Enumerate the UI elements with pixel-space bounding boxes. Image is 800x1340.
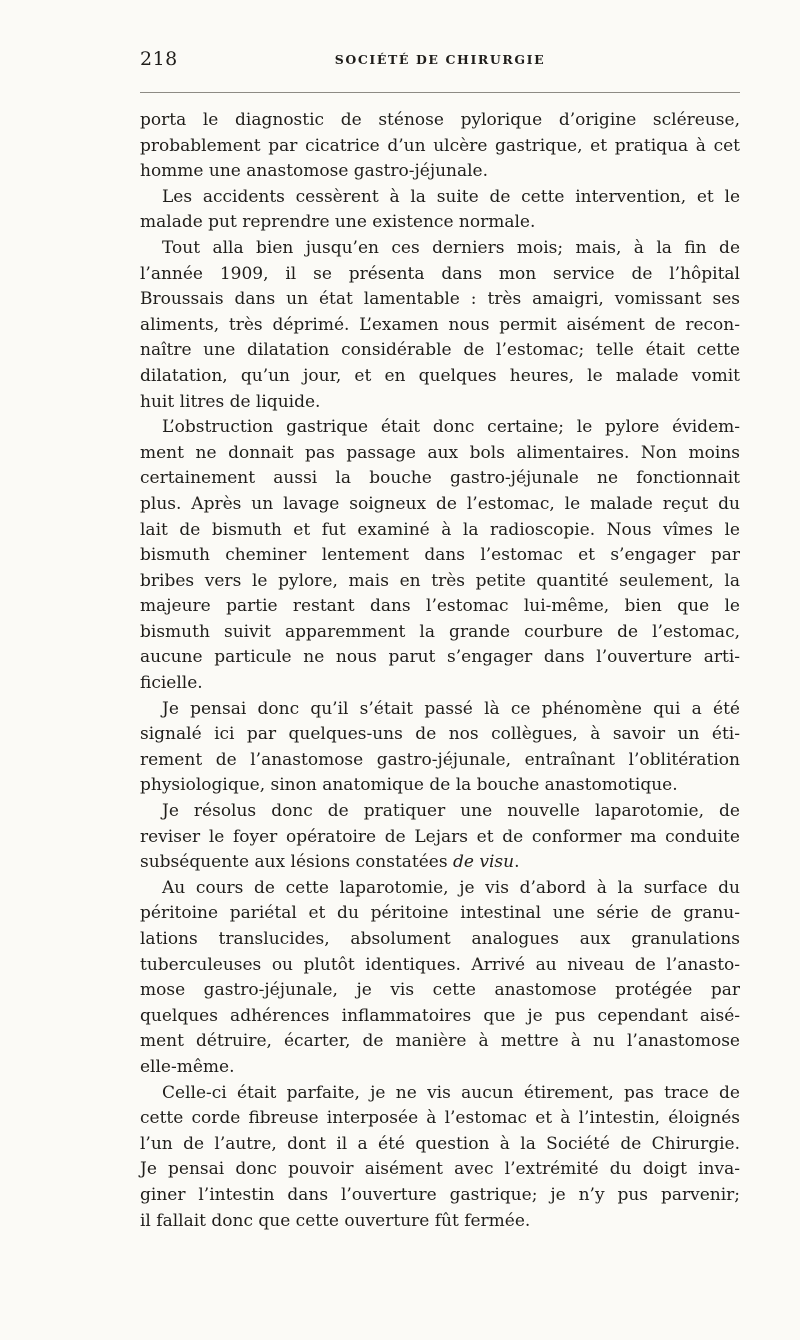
text-line: ment détruire, écarter, de manière à mettre à nu l’anastomose bbox=[140, 1031, 740, 1052]
text-line: bismuth suivit apparemment la grande courbure de l’estomac, bbox=[140, 621, 740, 642]
text-line: l’un de l’autre, dont il a été question à la Société de Chirurgie. bbox=[140, 1133, 740, 1154]
text-line: signalé ici par quelques-uns de nos collègues, à savoir un éti- bbox=[140, 724, 740, 745]
paragraph bbox=[140, 185, 740, 236]
paragraph bbox=[140, 108, 740, 185]
text-line: probablement par cicatrice d’un ulcère gastrique, et pratiqua à cet bbox=[140, 135, 740, 156]
header-rule bbox=[140, 92, 740, 93]
text-fragment: subséquente aux lésions constatées bbox=[140, 852, 453, 873]
italic-term: de visu bbox=[453, 852, 515, 873]
text-line: naître une dilatation considérable de l’estomac; telle était cette bbox=[140, 340, 740, 361]
text-line: Au cours de cette laparotomie, je vis d’abord à la surface du bbox=[162, 877, 740, 898]
text-line: certainement aussi la bouche gastro-jéjunale ne fonctionnait bbox=[140, 468, 740, 489]
text-line: elle-même. bbox=[140, 1056, 235, 1077]
text-line: Les accidents cessèrent à la suite de cette intervention, et le bbox=[162, 186, 740, 207]
paragraph bbox=[140, 876, 740, 1081]
text-line: aucune particule ne nous parut s’engager dans l’ouverture arti- bbox=[140, 647, 740, 668]
text-line: plus. Après un lavage soigneux de l’estomac, le malade reçut du bbox=[140, 493, 740, 514]
text-line: aliments, très déprimé. L’examen nous permit aisément de recon- bbox=[140, 314, 740, 335]
text-line: reviser le foyer opératoire de Lejars et de conformer ma conduite bbox=[140, 826, 740, 847]
text-line: Broussais dans un état lamentable : très amaigri, vomissant ses bbox=[140, 289, 740, 310]
text-line: quelques adhérences inflammatoires que je pus cependant aisé- bbox=[140, 1005, 740, 1026]
text-line: porta le diagnostic de sténose pylorique d’origine scléreuse, bbox=[140, 110, 740, 130]
paragraph bbox=[140, 697, 740, 799]
text-line: lait de bismuth et fut examiné à la radioscopie. Nous vîmes le bbox=[140, 519, 740, 540]
body-text bbox=[140, 108, 740, 1234]
page-number: 218 bbox=[140, 48, 178, 70]
text-line: cette corde fibreuse interposée à l’estomac et à l’intestin, éloignés bbox=[140, 1108, 740, 1129]
running-head: SOCIÉTÉ DE CHIRURGIE bbox=[334, 52, 546, 67]
text-line: physiologique, sinon anatomique de la bouche anastomotique. bbox=[140, 775, 678, 796]
text-line: bribes vers le pylore, mais en très petite quantité seulement, la bbox=[140, 570, 740, 591]
page-header bbox=[140, 48, 740, 76]
text-line: giner l’intestin dans l’ouverture gastrique; je n’y pus parvenir; bbox=[140, 1184, 740, 1205]
text-line: Je résolus donc de pratiquer une nouvelle laparotomie, de bbox=[162, 801, 740, 822]
text-line: tuberculeuses ou plutôt identiques. Arrivé au niveau de l’anasto- bbox=[140, 954, 740, 975]
text-line: dilatation, qu’un jour, et en quelques heures, le malade vomit bbox=[140, 365, 740, 386]
paragraph bbox=[140, 236, 740, 415]
text-line: ment ne donnait pas passage aux bols alimentaires. Non moins bbox=[140, 442, 740, 463]
text-line: malade put reprendre une existence normale. bbox=[140, 212, 536, 233]
text-line: péritoine pariétal et du péritoine intestinal une série de granu- bbox=[140, 903, 740, 924]
text-line: homme une anastomose gastro-jéjunale. bbox=[140, 161, 489, 182]
paragraph bbox=[140, 1081, 740, 1235]
text-line: il fallait donc que cette ouverture fût fermée. bbox=[140, 1210, 531, 1231]
text-line: Je pensai donc qu’il s’était passé là ce phénomène qui a été bbox=[162, 698, 740, 719]
text-line: mose gastro-jéjunale, je vis cette anastomose protégée par bbox=[140, 980, 740, 1001]
paragraph bbox=[140, 415, 740, 697]
text-fragment: . bbox=[514, 852, 520, 873]
text-line: bismuth cheminer lentement dans l’estomac et s’engager par bbox=[140, 545, 740, 566]
paragraph bbox=[140, 799, 740, 876]
text-line: Je pensai donc pouvoir aisément avec l’extrémité du doigt inva- bbox=[140, 1159, 740, 1180]
text-line: ficielle. bbox=[140, 673, 203, 694]
text-line: rement de l’anastomose gastro-jéjunale, entraînant l’oblitération bbox=[140, 749, 740, 770]
text-line: huit litres de liquide. bbox=[140, 391, 321, 412]
text-line: Celle-ci était parfaite, je ne vis aucun étirement, pas trace de bbox=[162, 1082, 740, 1103]
text-line: l’année 1909, il se présenta dans mon service de l’hôpital bbox=[140, 263, 740, 284]
text-line: Tout alla bien jusqu’en ces derniers mois; mais, à la fin de bbox=[162, 237, 740, 258]
text-line-with-italic bbox=[140, 850, 740, 876]
text-line: majeure partie restant dans l’estomac lui-même, bien que le bbox=[140, 596, 740, 617]
text-line: lations translucides, absolument analogues aux granulations bbox=[140, 929, 740, 949]
text-line: L’obstruction gastrique était donc certaine; le pylore évidem- bbox=[162, 417, 740, 438]
